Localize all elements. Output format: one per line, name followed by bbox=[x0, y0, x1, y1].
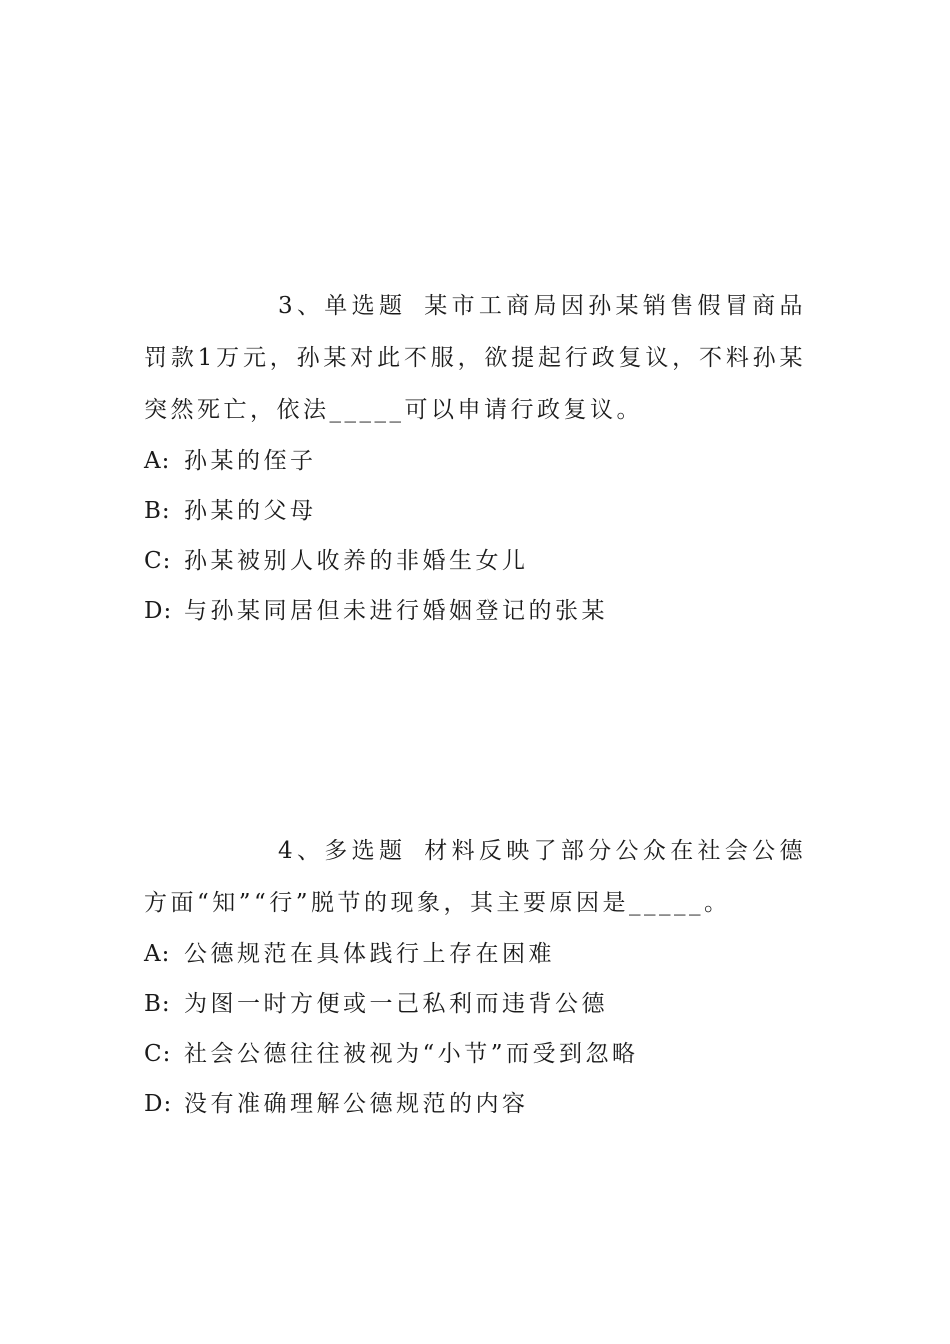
option-d bbox=[144, 586, 806, 636]
question-number: 4、 bbox=[278, 838, 325, 864]
option-list bbox=[144, 929, 806, 1129]
option-label: C: bbox=[144, 1041, 172, 1067]
question-stem bbox=[144, 825, 806, 929]
option-label: C: bbox=[144, 548, 172, 574]
question-text: 某市工商局因孙某销售假冒商品罚款1万元，孙某对此不服，欲提起行政复议，不料孙某突然死亡，依法_____可以申请行政复议。 bbox=[144, 293, 807, 423]
option-label: D: bbox=[144, 1091, 173, 1117]
option-text: 孙某被别人收养的非婚生女儿 bbox=[184, 548, 529, 574]
option-text: 与孙某同居但未进行婚姻登记的张某 bbox=[184, 598, 608, 624]
option-b bbox=[144, 979, 806, 1029]
option-a bbox=[144, 929, 806, 979]
option-label: A: bbox=[144, 941, 171, 967]
option-label: A: bbox=[144, 448, 171, 474]
option-text: 孙某的父母 bbox=[184, 498, 317, 524]
option-c bbox=[144, 536, 806, 586]
option-label: B: bbox=[144, 991, 171, 1017]
option-list bbox=[144, 436, 806, 636]
question-type: 单选题 bbox=[324, 293, 407, 319]
option-text: 公德规范在具体践行上存在困难 bbox=[184, 941, 555, 967]
question-stem bbox=[144, 280, 806, 436]
option-a bbox=[144, 436, 806, 486]
option-text: 没有准确理解公德规范的内容 bbox=[184, 1091, 529, 1117]
option-c bbox=[144, 1029, 806, 1079]
option-text: 社会公德往往被视为“小节”而受到忽略 bbox=[184, 1041, 639, 1067]
option-d bbox=[144, 1079, 806, 1129]
option-text: 为图一时方便或一己私利而违背公德 bbox=[184, 991, 608, 1017]
question-type: 多选题 bbox=[324, 838, 407, 864]
option-b bbox=[144, 486, 806, 536]
question-4 bbox=[144, 825, 806, 1129]
question-number: 3、 bbox=[278, 293, 325, 319]
option-label: B: bbox=[144, 498, 171, 524]
option-label: D: bbox=[144, 598, 173, 624]
option-text: 孙某的侄子 bbox=[184, 448, 317, 474]
question-text: 材料反映了部分公众在社会公德方面“知”“行”脱节的现象，其主要原因是_____。 bbox=[144, 838, 807, 916]
question-3 bbox=[144, 280, 806, 636]
